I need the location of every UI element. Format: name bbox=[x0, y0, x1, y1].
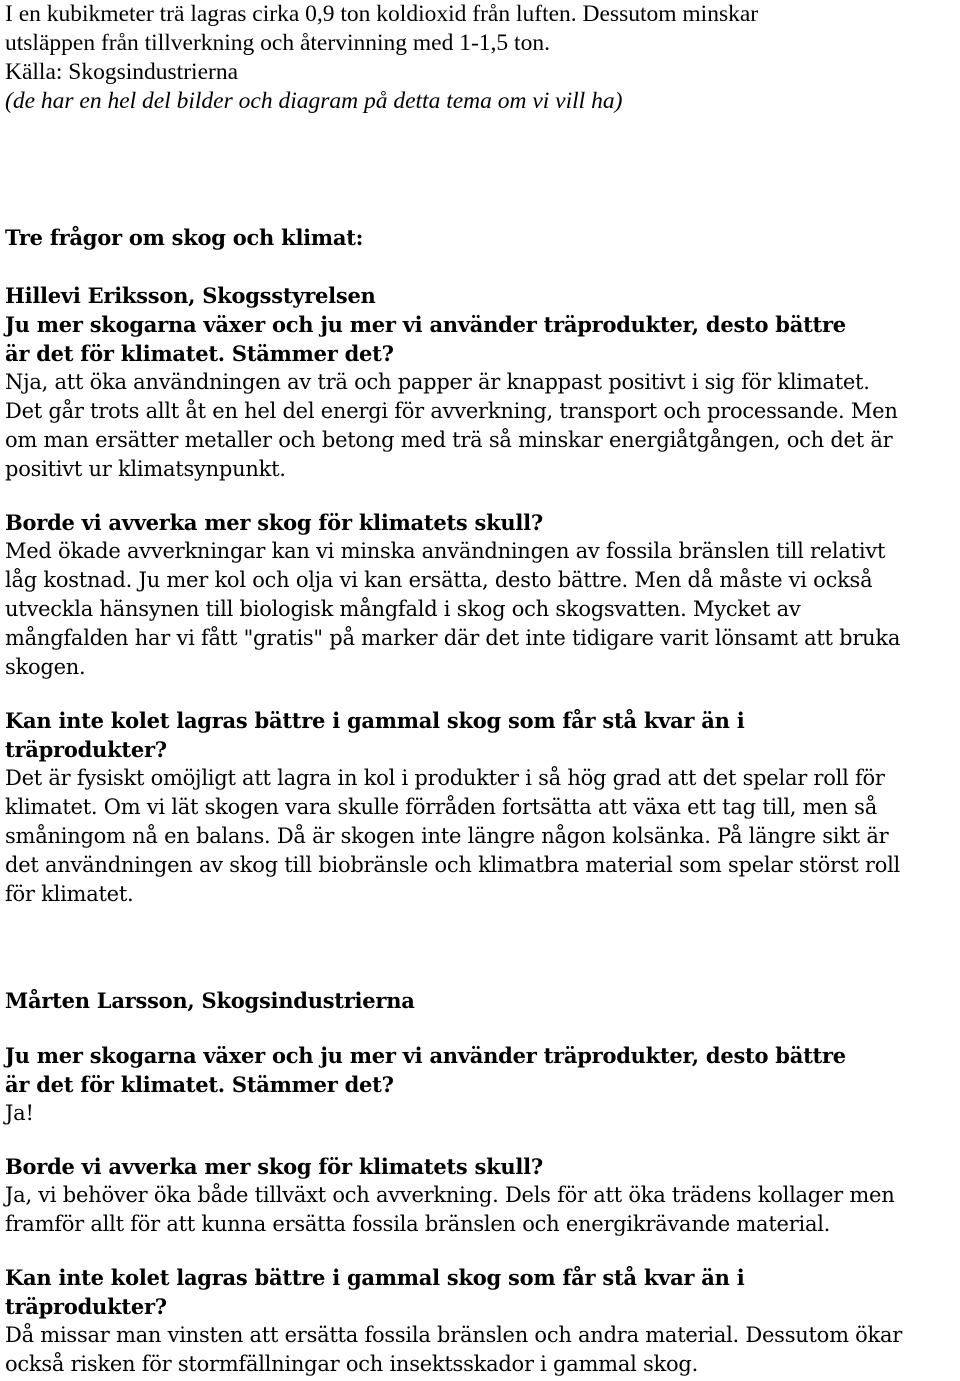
hillevi-question-3-line-1: Kan inte kolet lagras bättre i gammal skog som får stå kvar än i bbox=[5, 708, 745, 733]
hillevi-question-1-line-2: är det för klimatet. Stämmer det? bbox=[5, 341, 394, 366]
section-title: Tre frågor om skog och klimat: bbox=[5, 225, 364, 250]
hillevi-name: Hillevi Eriksson, Skogsstyrelsen bbox=[5, 283, 376, 308]
marten-question-3-line-1: Kan inte kolet lagras bättre i gammal skog som får stå kvar än i bbox=[5, 1265, 745, 1290]
marten-name: Mårten Larsson, Skogsindustrierna bbox=[5, 988, 415, 1013]
intro-line-2: utsläppen från tillverkning och återvinning med 1-1,5 ton. bbox=[5, 30, 550, 56]
marten-question-1-line-2: är det för klimatet. Stämmer det? bbox=[5, 1072, 394, 1097]
hillevi-answer-1-line-3: om man ersätter metaller och betong med trä så minskar energiåtgången, och det är bbox=[5, 428, 893, 452]
intro-line-1: I en kubikmeter trä lagras cirka 0,9 ton koldioxid från luften. Dessutom minskar bbox=[5, 1, 759, 27]
intro-source-line: Källa: Skogsindustrierna bbox=[5, 59, 239, 85]
hillevi-answer-2-line-2: låg kostnad. Ju mer kol och olja vi kan ersätta, desto bättre. Men då måste vi också bbox=[5, 568, 873, 592]
marten-answer-3-line-1: Då missar man vinsten att ersätta fossila bränslen och andra material. Dessutom ökar bbox=[5, 1323, 903, 1347]
hillevi-answer-1-line-2: Det går trots allt åt en hel del energi för avverkning, transport och processande. Men bbox=[5, 399, 898, 423]
hillevi-answer-3-line-1: Det är fysiskt omöjligt att lagra in kol i produkter i så hög grad att det spelar roll för bbox=[5, 766, 885, 790]
hillevi-answer-3-line-5: för klimatet. bbox=[5, 882, 134, 906]
hillevi-answer-2-line-3: utveckla hänsynen till biologisk mångfald i skog och skogsvatten. Mycket av bbox=[5, 597, 801, 621]
hillevi-question-1-line-1: Ju mer skogarna växer och ju mer vi använder träprodukter, desto bättre bbox=[5, 312, 846, 337]
marten-answer-2-line-2: framför allt för att kunna ersätta fossila bränslen och energikrävande material. bbox=[5, 1212, 831, 1236]
marten-answer-3-line-2: också risken för stormfällningar och insektsskador i gammal skog. bbox=[5, 1352, 699, 1376]
hillevi-answer-3-line-3: småningom nå en balans. Då är skogen inte längre någon kolsänka. På längre sikt är bbox=[5, 824, 889, 848]
hillevi-answer-1-line-4: positivt ur klimatsynpunkt. bbox=[5, 457, 286, 481]
hillevi-question-3-line-2: träprodukter? bbox=[5, 737, 167, 762]
marten-answer-1: Ja! bbox=[5, 1101, 34, 1125]
marten-question-2: Borde vi avverka mer skog för klimatets skull? bbox=[5, 1154, 543, 1179]
hillevi-answer-2-line-5: skogen. bbox=[5, 655, 86, 679]
hillevi-question-2: Borde vi avverka mer skog för klimatets skull? bbox=[5, 510, 543, 535]
marten-answer-2-line-1: Ja, vi behöver öka både tillväxt och avverkning. Dels för att öka trädens kollager men bbox=[5, 1183, 895, 1207]
hillevi-answer-2-line-4: mångfalden har vi fått "gratis" på marker där det inte tidigare varit lönsamt att bruka bbox=[5, 626, 901, 650]
marten-question-3-line-2: träprodukter? bbox=[5, 1294, 167, 1319]
hillevi-answer-1-line-1: Nja, att öka användningen av trä och papper är knappast positivt i sig för klimatet. bbox=[5, 370, 870, 394]
intro-note-line: (de har en hel del bilder och diagram på detta tema om vi vill ha) bbox=[5, 88, 623, 114]
hillevi-answer-3-line-2: klimatet. Om vi lät skogen vara skulle förråden fortsätta att växa ett tag till, men så bbox=[5, 795, 877, 819]
hillevi-answer-3-line-4: det användningen av skog till biobränsle och klimatbra material som spelar störst roll bbox=[5, 853, 901, 877]
marten-question-1-line-1: Ju mer skogarna växer och ju mer vi använder träprodukter, desto bättre bbox=[5, 1043, 846, 1068]
hillevi-answer-2-line-1: Med ökade avverkningar kan vi minska användningen av fossila bränslen till relativt bbox=[5, 539, 886, 563]
